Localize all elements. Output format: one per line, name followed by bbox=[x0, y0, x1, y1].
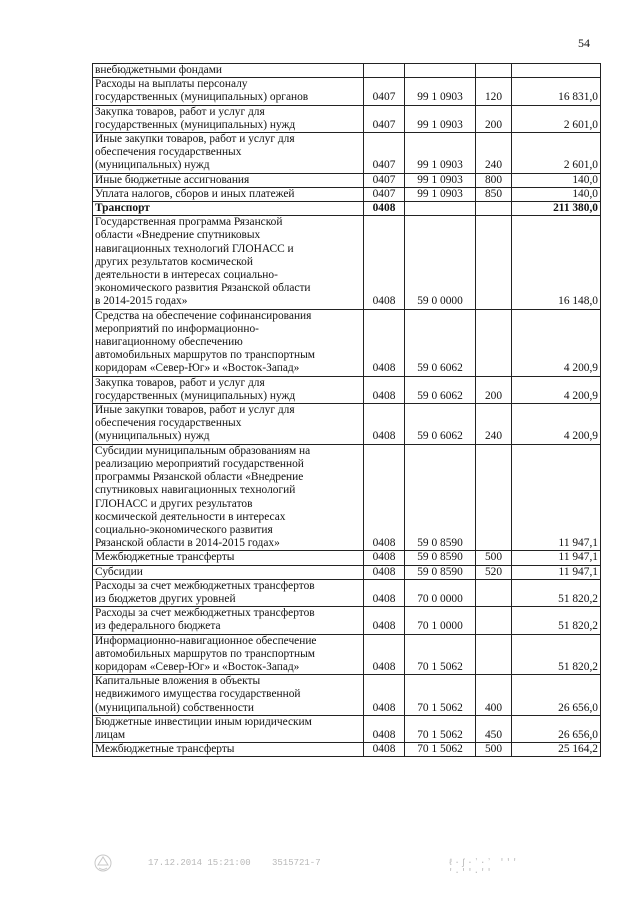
target-article-cell bbox=[405, 202, 476, 216]
section-code-cell: 0408 bbox=[364, 216, 405, 309]
footer-date: 17.12.2014 15:21:00 bbox=[148, 858, 251, 868]
page-footer bbox=[92, 852, 562, 878]
section-code-cell: 0407 bbox=[364, 173, 405, 187]
row-name-cell: Транспорт bbox=[93, 202, 364, 216]
section-code-cell: 0408 bbox=[364, 675, 405, 716]
table-row bbox=[93, 607, 601, 634]
section-code-cell bbox=[364, 64, 405, 78]
row-name-cell: Межбюджетные трансферты bbox=[93, 743, 364, 757]
table-row bbox=[93, 78, 601, 105]
row-name-cell: Межбюджетные трансферты bbox=[93, 551, 364, 565]
table-row bbox=[93, 404, 601, 445]
expense-type-cell bbox=[476, 216, 512, 309]
expense-type-cell: 500 bbox=[476, 551, 512, 565]
amount-cell bbox=[512, 64, 601, 78]
row-name-cell: Иные закупки товаров, работ и услуг для обеспечения государственных (муниципальных) нужд bbox=[93, 133, 364, 174]
row-name-cell: Субсидии муниципальным образованиям на реализацию мероприятий государственной программы Рязанской области «Внедрение спутниковых навигационных технологий ГЛОНАСС и других результатов космической деятельности в интересах социально-экономического развития Рязанской области в 2014-2015 годах» bbox=[93, 444, 364, 551]
table-row bbox=[93, 715, 601, 742]
section-code-cell: 0408 bbox=[364, 607, 405, 634]
table-row bbox=[93, 105, 601, 132]
table-row bbox=[93, 444, 601, 551]
target-article-cell: 59 0 8590 bbox=[405, 565, 476, 579]
row-name-cell: внебюджетными фондами bbox=[93, 64, 364, 78]
target-article-cell: 99 1 0903 bbox=[405, 173, 476, 187]
section-code-cell: 0408 bbox=[364, 565, 405, 579]
target-article-cell: 70 1 5062 bbox=[405, 634, 476, 675]
amount-cell: 16 148,0 bbox=[512, 216, 601, 309]
amount-cell: 140,0 bbox=[512, 173, 601, 187]
amount-cell: 25 164,2 bbox=[512, 743, 601, 757]
page-number: 54 bbox=[578, 36, 590, 50]
row-name-cell: Средства на обеспечение софинансирования мероприятий по информационно- навигационному обеспечению автомобильных маршрутов по транспортным коридорам «Север-Юг» и «Восток-Запад» bbox=[93, 309, 364, 376]
target-article-cell: 70 1 5062 bbox=[405, 743, 476, 757]
target-article-cell bbox=[405, 64, 476, 78]
target-article-cell: 59 0 8590 bbox=[405, 551, 476, 565]
target-article-cell: 99 1 0903 bbox=[405, 78, 476, 105]
table-row bbox=[93, 64, 601, 78]
row-name-cell: Бюджетные инвестиции иным юридическим лицам bbox=[93, 715, 364, 742]
row-name-cell: Иные закупки товаров, работ и услуг для обеспечения государственных (муниципальных) нужд bbox=[93, 404, 364, 445]
table-row bbox=[93, 675, 601, 716]
target-article-cell: 59 0 6062 bbox=[405, 376, 476, 403]
amount-cell: 51 820,2 bbox=[512, 634, 601, 675]
expense-type-cell bbox=[476, 634, 512, 675]
amount-cell: 11 947,1 bbox=[512, 565, 601, 579]
table-row bbox=[93, 565, 601, 579]
amount-cell: 2 601,0 bbox=[512, 105, 601, 132]
section-code-cell: 0407 bbox=[364, 78, 405, 105]
section-code-cell: 0408 bbox=[364, 743, 405, 757]
table-row bbox=[93, 187, 601, 201]
expense-type-cell bbox=[476, 202, 512, 216]
expense-type-cell: 200 bbox=[476, 105, 512, 132]
footer-document-code: 3515721-7 bbox=[272, 858, 321, 868]
target-article-cell: 59 0 8590 bbox=[405, 444, 476, 551]
amount-cell: 51 820,2 bbox=[512, 579, 601, 606]
section-code-cell: 0407 bbox=[364, 133, 405, 174]
amount-cell: 4 200,9 bbox=[512, 404, 601, 445]
section-code-cell: 0407 bbox=[364, 105, 405, 132]
row-name-cell: Иные бюджетные ассигнования bbox=[93, 173, 364, 187]
row-name-cell: Закупка товаров, работ и услуг для государственных (муниципальных) нужд bbox=[93, 376, 364, 403]
amount-cell: 2 601,0 bbox=[512, 133, 601, 174]
table-row bbox=[93, 216, 601, 309]
footer-signature: ℓ·ʃ·ʼ·ʼ ʹʹʹ ʹ·ʹʹ·ʹʹ bbox=[448, 858, 519, 878]
table-row bbox=[93, 173, 601, 187]
row-name-cell: Капитальные вложения в объекты недвижимого имущества государственной (муниципальной) собственности bbox=[93, 675, 364, 716]
target-article-cell: 70 1 0000 bbox=[405, 607, 476, 634]
expense-type-cell bbox=[476, 309, 512, 376]
expense-type-cell: 200 bbox=[476, 376, 512, 403]
amount-cell: 4 200,9 bbox=[512, 376, 601, 403]
expense-type-cell bbox=[476, 607, 512, 634]
table-row bbox=[93, 202, 601, 216]
row-name-cell: Закупка товаров, работ и услуг для государственных (муниципальных) нужд bbox=[93, 105, 364, 132]
table-row bbox=[93, 634, 601, 675]
target-article-cell: 70 0 0000 bbox=[405, 579, 476, 606]
amount-cell: 211 380,0 bbox=[512, 202, 601, 216]
target-article-cell: 70 1 5062 bbox=[405, 715, 476, 742]
target-article-cell: 59 0 0000 bbox=[405, 216, 476, 309]
table-row bbox=[93, 579, 601, 606]
section-code-cell: 0408 bbox=[364, 579, 405, 606]
expense-type-cell: 450 bbox=[476, 715, 512, 742]
row-name-cell: Государственная программа Рязанской области «Внедрение спутниковых навигационных технологий ГЛОНАСС и других результатов космической деятельности в интересах социально- экономического развития Рязанской области в 2014-2015 годах» bbox=[93, 216, 364, 309]
table-row bbox=[93, 133, 601, 174]
amount-cell: 11 947,1 bbox=[512, 444, 601, 551]
amount-cell: 26 656,0 bbox=[512, 715, 601, 742]
row-name-cell: Уплата налогов, сборов и иных платежей bbox=[93, 187, 364, 201]
section-code-cell: 0408 bbox=[364, 634, 405, 675]
table-row bbox=[93, 309, 601, 376]
section-code-cell: 0408 bbox=[364, 551, 405, 565]
expense-type-cell: 520 bbox=[476, 565, 512, 579]
row-name-cell: Субсидии bbox=[93, 565, 364, 579]
expense-type-cell: 120 bbox=[476, 78, 512, 105]
row-name-cell: Информационно-навигационное обеспечение автомобильных маршрутов по транспортным коридорам «Север-Юг» и «Восток-Запад» bbox=[93, 634, 364, 675]
amount-cell: 4 200,9 bbox=[512, 309, 601, 376]
target-article-cell: 99 1 0903 bbox=[405, 133, 476, 174]
expense-type-cell: 400 bbox=[476, 675, 512, 716]
section-code-cell: 0408 bbox=[364, 309, 405, 376]
target-article-cell: 59 0 6062 bbox=[405, 309, 476, 376]
section-code-cell: 0408 bbox=[364, 202, 405, 216]
expense-type-cell bbox=[476, 64, 512, 78]
expense-type-cell: 500 bbox=[476, 743, 512, 757]
amount-cell: 16 831,0 bbox=[512, 78, 601, 105]
amount-cell: 11 947,1 bbox=[512, 551, 601, 565]
row-name-cell: Расходы за счет межбюджетных трансфертов из федерального бюджета bbox=[93, 607, 364, 634]
table-row bbox=[93, 743, 601, 757]
section-code-cell: 0408 bbox=[364, 404, 405, 445]
target-article-cell: 70 1 5062 bbox=[405, 675, 476, 716]
table-row bbox=[93, 551, 601, 565]
budget-table bbox=[92, 63, 601, 757]
section-code-cell: 0408 bbox=[364, 444, 405, 551]
table-row bbox=[93, 376, 601, 403]
target-article-cell: 99 1 0903 bbox=[405, 187, 476, 201]
row-name-cell: Расходы за счет межбюджетных трансфертов из бюджетов других уровней bbox=[93, 579, 364, 606]
expense-type-cell bbox=[476, 579, 512, 606]
section-code-cell: 0408 bbox=[364, 376, 405, 403]
expense-type-cell: 850 bbox=[476, 187, 512, 201]
section-code-cell: 0408 bbox=[364, 715, 405, 742]
amount-cell: 140,0 bbox=[512, 187, 601, 201]
section-code-cell: 0407 bbox=[364, 187, 405, 201]
registry-stamp-icon bbox=[92, 852, 114, 874]
expense-type-cell: 240 bbox=[476, 404, 512, 445]
expense-type-cell: 800 bbox=[476, 173, 512, 187]
amount-cell: 26 656,0 bbox=[512, 675, 601, 716]
target-article-cell: 59 0 6062 bbox=[405, 404, 476, 445]
amount-cell: 51 820,2 bbox=[512, 607, 601, 634]
row-name-cell: Расходы на выплаты персоналу государственных (муниципальных) органов bbox=[93, 78, 364, 105]
expense-type-cell bbox=[476, 444, 512, 551]
expense-type-cell: 240 bbox=[476, 133, 512, 174]
target-article-cell: 99 1 0903 bbox=[405, 105, 476, 132]
